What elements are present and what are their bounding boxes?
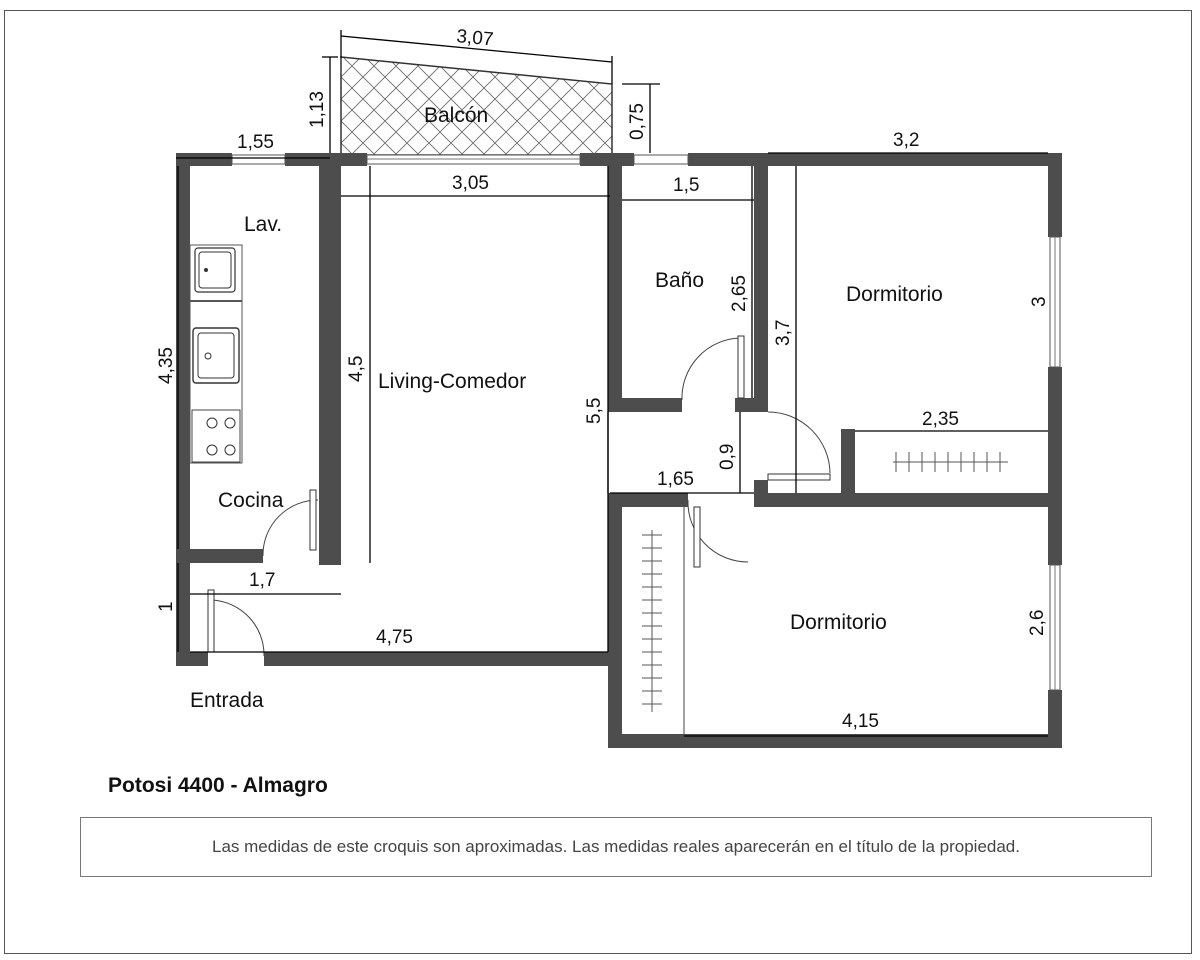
dim-living-total: 5,5: [584, 397, 605, 424]
dim-bedroom2-width: 4,15: [842, 711, 879, 732]
room-label-lavadero: Lav.: [244, 213, 283, 236]
disclaimer-text: Las medidas de este croquis son aproximadas. Las medidas reales aparecerán en el título de la propiedad.: [212, 837, 1020, 856]
dim-living-length: 4,5: [346, 355, 367, 382]
dim-entry-width: 1,7: [249, 570, 276, 591]
dim-balcony-depth-left: 1,13: [307, 91, 328, 128]
room-label-dormitorio-1: Dormitorio: [846, 283, 943, 306]
disclaimer-box: [80, 817, 1152, 877]
room-label-entrada: Entrada: [190, 689, 264, 712]
dim-bedroom2-side: 2,6: [1027, 609, 1048, 636]
dim-hall-length: 0,9: [717, 443, 738, 470]
room-label-cocina: Cocina: [218, 489, 284, 512]
dim-bedroom1-width: 3,2: [893, 130, 920, 151]
room-label-living: Living-Comedor: [378, 370, 527, 393]
dim-balcony-width: 3,07: [455, 26, 495, 51]
dim-bedroom1-length: 3,7: [773, 319, 794, 346]
walls: [176, 153, 1062, 748]
dim-living-bottom: 4,75: [376, 627, 413, 648]
dim-balcony-depth-right: 0,75: [627, 103, 648, 140]
dim-bedroom1-side: 3: [1029, 296, 1050, 307]
kitchen-fixtures: [190, 245, 242, 463]
dim-bath-length: 2,65: [729, 275, 750, 312]
dim-kitchen-length: 4,35: [156, 347, 177, 384]
dim-kitchen-width: 1,55: [237, 132, 274, 153]
dim-closet-width: 2,35: [922, 409, 959, 430]
dim-living-width: 3,05: [452, 173, 489, 194]
property-address: Potosi 4400 - Almagro: [108, 774, 328, 797]
room-label-bano: Baño: [655, 269, 705, 292]
room-label-balcon: Balcón: [424, 104, 489, 127]
dim-bath-width: 1,5: [673, 175, 700, 196]
room-label-dormitorio-2: Dormitorio: [790, 611, 887, 634]
dim-hall-width: 1,65: [657, 469, 694, 490]
dim-entry-depth: 1: [156, 601, 177, 612]
